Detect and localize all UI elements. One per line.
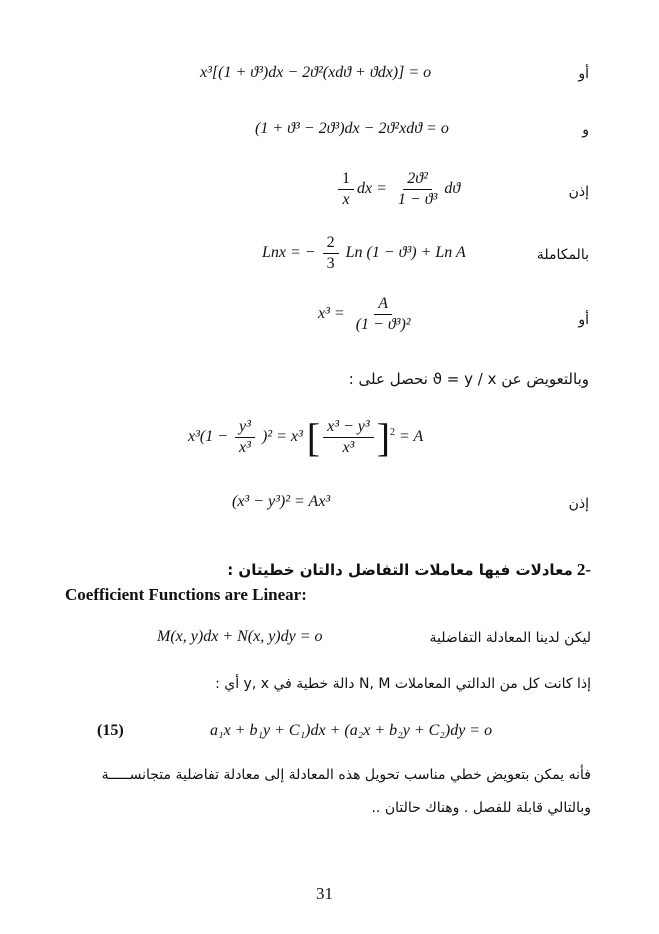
equation-3 — [335, 170, 460, 208]
eq3-lhs-denominator: x — [342, 190, 350, 208]
equation-4-label: بالمكاملة — [536, 247, 589, 263]
eq5-numerator: A — [374, 295, 392, 315]
section-title-ar: معادلات فيها معاملات التفاضل دالتان خطيتان : — [227, 561, 573, 579]
section-heading — [227, 560, 591, 580]
section-number: -2 — [576, 560, 591, 579]
eq6-lhs-denominator: x³ — [239, 439, 251, 456]
eq4-lhs: Lnx = − — [262, 243, 316, 261]
equation-5-label: أو — [578, 312, 589, 328]
equation-2: (1 + ϑ³ − 2ϑ³)dx − 2ϑ²xdϑ = o — [255, 120, 449, 137]
eq6-rhs: = A — [399, 428, 424, 446]
eq3-lhs-tail: dx = — [357, 179, 387, 197]
section-title-en: Coefficient Functions are Linear: — [65, 585, 307, 604]
eq3-lhs-numerator: 1 — [338, 170, 354, 190]
eq4-rhs: Ln (1 − ϑ³) + Ln A — [345, 243, 466, 261]
equation-15: a₁x + b₁y + C₁)dx + (a₂x + b₂y + C₂)dy = o — [210, 722, 493, 739]
eq6-bracket-denominator: x³ — [342, 439, 355, 456]
para1-equation: M(x, y)dx + N(x, y)dy = o — [157, 628, 323, 645]
eq6-lhs-numerator: y³ — [235, 418, 255, 438]
page-number: 31 — [316, 884, 333, 903]
eq5-denominator: (1 − ϑ³)² — [355, 315, 411, 333]
eq3-rhs-denominator: 1 − ϑ³ — [397, 190, 438, 208]
eq6-lhs-b: )² = x³ — [261, 428, 303, 446]
equation-7: (x³ − y³)² = Ax³ — [232, 493, 331, 510]
substitution-line: وبالتعويض عن ϑ = y / x نحصل على : — [348, 370, 589, 388]
equation-4 — [262, 234, 466, 272]
eq6-lhs-a: x³(1 − — [188, 428, 229, 446]
eq6-bracket-numerator: x³ − y³ — [323, 418, 374, 438]
equation-7-label: إذن — [568, 496, 589, 512]
para1-text: ليكن لدينا المعادلة التفاضلية — [429, 630, 591, 646]
equation-2-label: و — [582, 122, 589, 138]
eq3-rhs-numerator: 2ϑ² — [403, 170, 432, 190]
para2-text: إذا كانت كل من الدالتي المعاملات N, M دالة خطية في y, x أي : — [215, 676, 591, 692]
para3-line2: وبالتالي قابلة للفصل . وهناك حالتان .. — [371, 800, 591, 816]
eq4-coef-numerator: 2 — [323, 234, 339, 254]
eq4-coef-denominator: 3 — [326, 254, 335, 272]
equation-5 — [318, 295, 418, 333]
equation-1: x³[(1 + ϑ³)dx − 2ϑ²(xdϑ + ϑdx)] = o — [200, 64, 432, 81]
eq3-rhs-tail: dϑ — [444, 179, 461, 197]
para3-line1: فأنه يمكن بتعويض خطي مناسب تحويل هذه المعادلة إلى معادلة تفاضلية متجانســـــة — [101, 767, 591, 783]
equation-3-label: إذن — [568, 184, 589, 200]
equation-15-number: (15) — [97, 722, 124, 739]
eq5-lhs: x³ = — [318, 304, 345, 322]
equation-6: x³(1 − $\frac{\text{y³}}{\text{x³}}$ )² = x³ [ $\frac{\text{x³ − y³}}{\text{x³}}$ ]$^2$ = A — [188, 415, 424, 460]
equation-1-label: أو — [578, 66, 589, 82]
